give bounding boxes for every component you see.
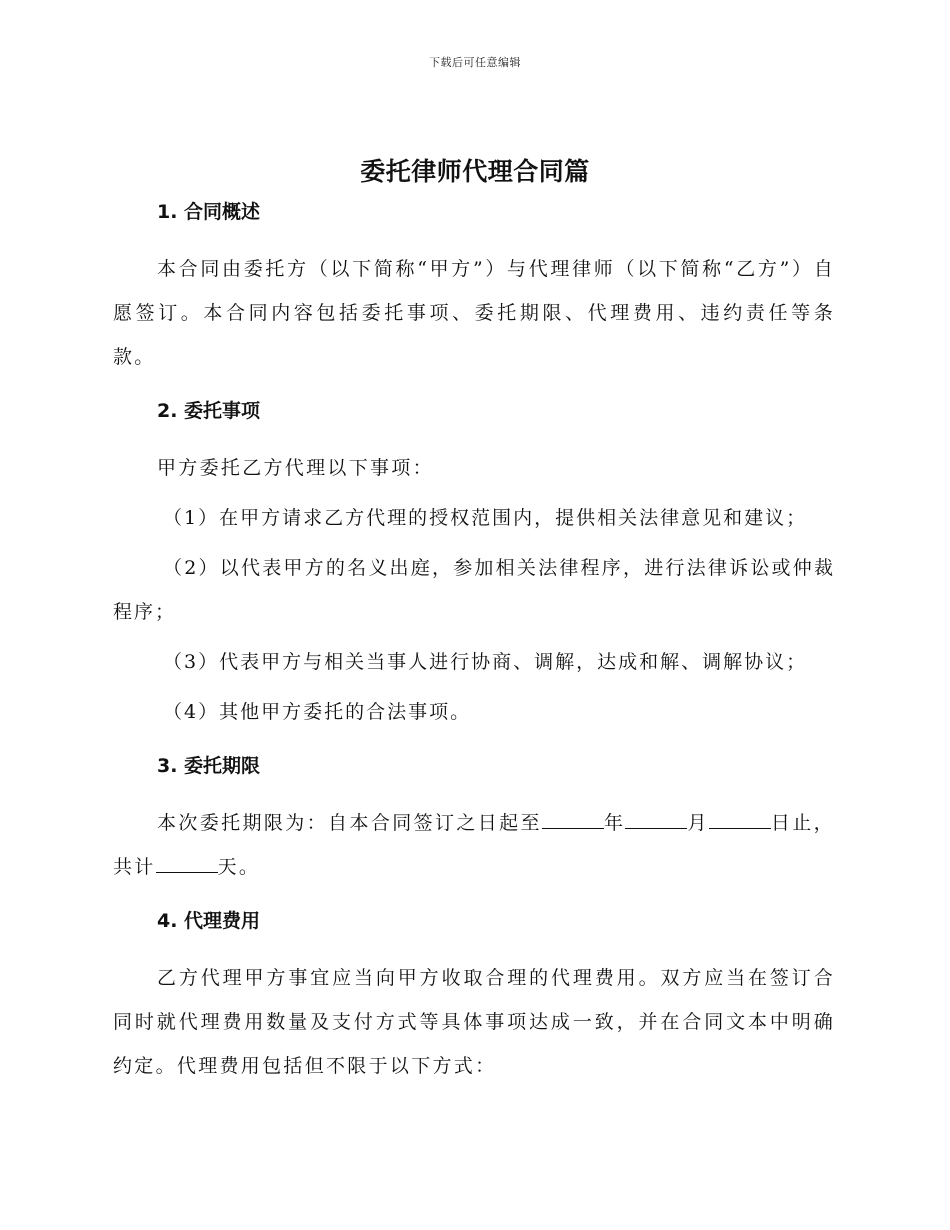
overview-paragraph: 本合同由委托方（以下简称“甲方”）与代理律师（以下简称“乙方”）自愿签订。本合同内容包括委托事项、委托期限、代理费用、违约责任等条款。 bbox=[113, 258, 835, 368]
entrusted-item-3: （3）代表甲方与相关当事人进行协商、调解，达成和解、调解协议； bbox=[163, 651, 808, 673]
entrusted-item-2: （2）以代表甲方的名义出庭，参加相关法律程序，进行法律诉讼或仲裁程序； bbox=[113, 557, 835, 623]
document-title: 委托律师代理合同篇 bbox=[360, 157, 590, 186]
section-heading-fees: 4. 代理费用 bbox=[157, 910, 261, 932]
total-days-blank bbox=[156, 854, 218, 873]
term-paragraph bbox=[113, 801, 835, 889]
section-heading-term: 3. 委托期限 bbox=[157, 755, 261, 777]
term-unit-month: 月 bbox=[687, 812, 709, 834]
day-blank bbox=[709, 810, 771, 829]
year-blank bbox=[542, 810, 604, 829]
term-unit-day: 日止，共计 bbox=[113, 812, 835, 878]
entrusted-matters-intro: 甲方委托乙方代理以下事项： bbox=[157, 457, 434, 479]
term-unit-year: 年 bbox=[603, 812, 626, 834]
entrusted-item-1: （1）在甲方请求乙方代理的授权范围内，提供相关法律意见和建议； bbox=[163, 507, 808, 529]
month-blank bbox=[625, 810, 687, 829]
term-text-before: 本次委托期限为：自本合同签订之日起至 bbox=[157, 812, 542, 834]
fees-paragraph: 乙方代理甲方事宜应当向甲方收取合理的代理费用。双方应当在签订合同时就代理费用数量及支付方式等具体事项达成一致，并在合同文本中明确约定。代理费用包括但不限于以下方式： bbox=[113, 967, 835, 1077]
header-note: 下载后可任意编辑 bbox=[429, 56, 521, 69]
section-heading-overview: 1. 合同概述 bbox=[157, 201, 261, 223]
term-unit-days: 天。 bbox=[217, 856, 261, 878]
section-heading-entrusted-matters: 2. 委托事项 bbox=[157, 400, 261, 422]
document-body bbox=[113, 198, 835, 1088]
entrusted-item-4: （4）其他甲方委托的合法事项。 bbox=[163, 701, 472, 723]
